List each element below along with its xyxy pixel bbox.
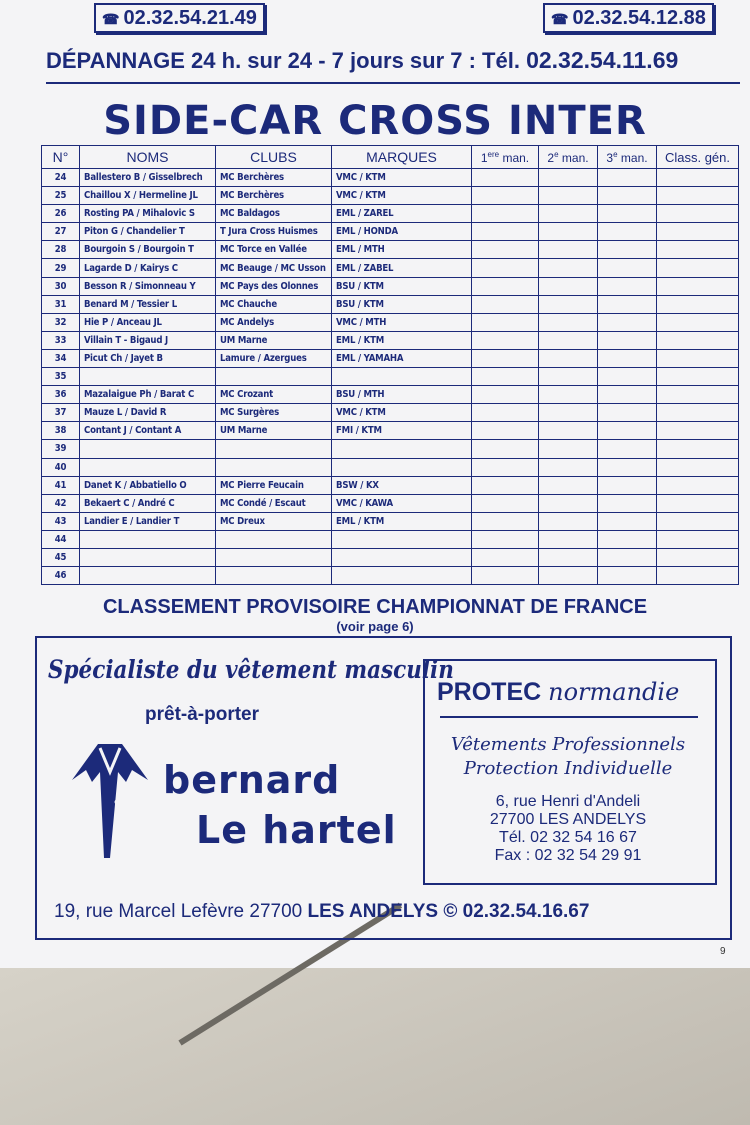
cell-man3 [598, 277, 657, 295]
cell-marques: VMC / KTM [332, 169, 472, 187]
protec-tel: Tél. 02 32 54 16 67 [499, 829, 637, 846]
address-city: LES ANDELYS [307, 901, 439, 922]
cell-class [657, 313, 739, 331]
voir-page-note: (voir page 6) [336, 619, 414, 634]
cell-clubs: MC Surgères [216, 404, 332, 422]
cell-num: 29 [42, 259, 80, 277]
col-header-noms: NOMS [80, 146, 216, 169]
cell-num: 36 [42, 386, 80, 404]
cell-clubs: MC Torce en Vallée [216, 241, 332, 259]
cell-man1 [472, 422, 539, 440]
cell-clubs [216, 530, 332, 548]
cell-marques: EML / ZABEL [332, 259, 472, 277]
cell-noms: Ballestero B / Gisselbrech [80, 169, 216, 187]
cell-man2 [539, 530, 598, 548]
table-row [42, 458, 739, 476]
table-header-row [42, 146, 739, 169]
cell-num: 27 [42, 223, 80, 241]
cell-noms: Picut Ch / Jayet B [80, 349, 216, 367]
table-row [42, 476, 739, 494]
cell-marques: EML / MTH [332, 241, 472, 259]
table-row [42, 169, 739, 187]
cell-num: 30 [42, 277, 80, 295]
cell-man1 [472, 295, 539, 313]
cell-num: 37 [42, 404, 80, 422]
cell-noms: Besson R / Simonneau Y [80, 277, 216, 295]
cell-man3 [598, 295, 657, 313]
cell-class [657, 548, 739, 566]
cell-num: 39 [42, 440, 80, 458]
cell-noms: Villain T - Bigaud J [80, 331, 216, 349]
address-street: 19, rue Marcel Lefèvre 27700 [54, 901, 303, 922]
cell-marques: EML / ZAREL [332, 205, 472, 223]
cell-man1 [472, 458, 539, 476]
man2-t: man. [558, 150, 589, 165]
cell-num: 44 [42, 530, 80, 548]
cell-clubs: UM Marne [216, 331, 332, 349]
cell-clubs [216, 440, 332, 458]
cell-num: 26 [42, 205, 80, 223]
cell-man3 [598, 548, 657, 566]
table-row [42, 567, 739, 585]
depannage-phone: 02.32.54.11.69 [526, 47, 679, 73]
table-row [42, 404, 739, 422]
cell-marques: VMC / MTH [332, 313, 472, 331]
cell-man1 [472, 169, 539, 187]
man3-n: 3 [606, 150, 614, 165]
floor-background [0, 968, 750, 1125]
protec-fax: Fax : 02 32 54 29 91 [494, 847, 642, 864]
phone-box-left [94, 3, 265, 33]
table-row [42, 548, 739, 566]
cell-class [657, 386, 739, 404]
cell-clubs: MC Crozant [216, 386, 332, 404]
depannage-text: DÉPANNAGE 24 h. sur 24 - 7 jours sur 7 : Tél. [46, 48, 520, 73]
cell-class [657, 331, 739, 349]
cell-man3 [598, 349, 657, 367]
cell-man3 [598, 404, 657, 422]
cell-clubs: MC Berchères [216, 169, 332, 187]
protec-name: PROTEC [437, 678, 542, 706]
cell-man2 [539, 567, 598, 585]
cell-clubs: MC Pays des Olonnes [216, 277, 332, 295]
cell-man2 [539, 494, 598, 512]
phone-left-number: 02.32.54.21.49 [123, 7, 257, 29]
cell-num: 43 [42, 512, 80, 530]
cell-class [657, 169, 739, 187]
cell-class [657, 368, 739, 386]
cell-man1 [472, 223, 539, 241]
cell-man1 [472, 368, 539, 386]
cell-man1 [472, 440, 539, 458]
cell-class [657, 187, 739, 205]
cell-marques [332, 530, 472, 548]
address-phone: © 02.32.54.16.67 [443, 901, 590, 922]
cell-noms: Mauze L / David R [80, 404, 216, 422]
cell-noms: Rosting PA / Mihalovic S [80, 205, 216, 223]
table-row [42, 241, 739, 259]
divider [46, 82, 740, 84]
cell-marques: BSU / MTH [332, 386, 472, 404]
cell-num: 35 [42, 368, 80, 386]
results-table [41, 145, 739, 585]
cell-clubs: MC Condé / Escaut [216, 494, 332, 512]
cell-man2 [539, 386, 598, 404]
cell-man3 [598, 494, 657, 512]
table-row [42, 386, 739, 404]
cell-man2 [539, 259, 598, 277]
cell-noms: Danet K / Abbatiello O [80, 476, 216, 494]
cell-marques [332, 458, 472, 476]
cell-man1 [472, 277, 539, 295]
table-row [42, 440, 739, 458]
table-row [42, 349, 739, 367]
cell-class [657, 259, 739, 277]
protec-name-italic: normandie [548, 678, 680, 706]
protec-street: 6, rue Henri d'Andeli [495, 793, 641, 810]
cell-man3 [598, 259, 657, 277]
cell-man1 [472, 567, 539, 585]
cell-marques: EML / HONDA [332, 223, 472, 241]
page-title: SIDE-CAR CROSS INTER [103, 98, 647, 144]
table-row [42, 205, 739, 223]
col-header-clubs: CLUBS [216, 146, 332, 169]
cell-noms: Lagarde D / Kairys C [80, 259, 216, 277]
cell-man2 [539, 169, 598, 187]
cell-noms: Contant J / Contant A [80, 422, 216, 440]
cell-class [657, 223, 739, 241]
cell-clubs: MC Beauge / MC Usson [216, 259, 332, 277]
cell-man2 [539, 476, 598, 494]
cell-num: 34 [42, 349, 80, 367]
phone-right-number: 02.32.54.12.88 [572, 7, 706, 29]
cell-marques: BSU / KTM [332, 295, 472, 313]
cell-man3 [598, 476, 657, 494]
cell-man3 [598, 223, 657, 241]
cell-class [657, 440, 739, 458]
col-header-class: Class. gén. [657, 146, 739, 169]
cell-class [657, 476, 739, 494]
cell-class [657, 422, 739, 440]
cell-man3 [598, 205, 657, 223]
cell-marques: VMC / KAWA [332, 494, 472, 512]
cell-man2 [539, 422, 598, 440]
cell-man3 [598, 187, 657, 205]
table-row [42, 187, 739, 205]
cell-class [657, 458, 739, 476]
cell-man1 [472, 476, 539, 494]
cell-clubs [216, 548, 332, 566]
cell-man3 [598, 567, 657, 585]
cell-clubs: MC Berchères [216, 187, 332, 205]
cell-man1 [472, 259, 539, 277]
cell-num: 46 [42, 567, 80, 585]
table-row [42, 259, 739, 277]
cell-man2 [539, 205, 598, 223]
table-row [42, 331, 739, 349]
cell-clubs: MC Andelys [216, 313, 332, 331]
cell-man3 [598, 422, 657, 440]
cell-marques: BSU / KTM [332, 277, 472, 295]
cell-man3 [598, 458, 657, 476]
table-row [42, 512, 739, 530]
col-header-man2 [539, 146, 598, 169]
cell-man3 [598, 331, 657, 349]
cell-man2 [539, 512, 598, 530]
cell-class [657, 241, 739, 259]
divider [440, 716, 698, 718]
col-header-man1 [472, 146, 539, 169]
cell-marques: EML / KTM [332, 512, 472, 530]
cell-marques: BSW / KX [332, 476, 472, 494]
cell-clubs [216, 458, 332, 476]
man3-t: man. [617, 150, 648, 165]
cell-noms [80, 368, 216, 386]
cell-man2 [539, 331, 598, 349]
cell-noms: Mazalaigue Ph / Barat C [80, 386, 216, 404]
cell-man3 [598, 368, 657, 386]
cell-num: 33 [42, 331, 80, 349]
cell-class [657, 530, 739, 548]
cell-class [657, 205, 739, 223]
cell-class [657, 494, 739, 512]
cell-noms: Bourgoin S / Bourgoin T [80, 241, 216, 259]
cell-marques: EML / KTM [332, 331, 472, 349]
cell-marques: EML / YAMAHA [332, 349, 472, 367]
protec-line1: Vêtements Professionnels [450, 734, 686, 755]
cell-clubs: T Jura Cross Huismes [216, 223, 332, 241]
cell-man1 [472, 187, 539, 205]
cell-man3 [598, 241, 657, 259]
cell-noms: Landier E / Landier T [80, 512, 216, 530]
brand-name-line1: bernard [163, 758, 341, 802]
cell-man2 [539, 458, 598, 476]
cell-man1 [472, 512, 539, 530]
cell-man2 [539, 187, 598, 205]
cell-num: 41 [42, 476, 80, 494]
cell-class [657, 567, 739, 585]
cell-marques [332, 548, 472, 566]
cell-marques: FMI / KTM [332, 422, 472, 440]
man3-sup: e [613, 149, 618, 159]
cell-num: 28 [42, 241, 80, 259]
cell-man3 [598, 530, 657, 548]
cell-man1 [472, 530, 539, 548]
cell-num: 45 [42, 548, 80, 566]
cell-man3 [598, 386, 657, 404]
table-row [42, 422, 739, 440]
cell-man1 [472, 349, 539, 367]
cell-noms [80, 548, 216, 566]
cell-num: 38 [42, 422, 80, 440]
cell-man2 [539, 404, 598, 422]
table-row [42, 277, 739, 295]
telephone-icon: ☎ [551, 11, 569, 27]
cell-man1 [472, 331, 539, 349]
cell-num: 32 [42, 313, 80, 331]
brand-name-line2: Le hartel [196, 808, 397, 852]
cell-man1 [472, 386, 539, 404]
cell-clubs: UM Marne [216, 422, 332, 440]
man2-sup: e [554, 149, 559, 159]
cell-noms: Hie P / Anceau JL [80, 313, 216, 331]
cell-num: 42 [42, 494, 80, 512]
cell-man3 [598, 440, 657, 458]
cell-man3 [598, 512, 657, 530]
cell-man1 [472, 205, 539, 223]
cell-marques: VMC / KTM [332, 187, 472, 205]
col-header-man3 [598, 146, 657, 169]
cell-num: 24 [42, 169, 80, 187]
cell-class [657, 512, 739, 530]
cell-class [657, 295, 739, 313]
cell-noms: Bekaert C / André C [80, 494, 216, 512]
cell-clubs: MC Pierre Feucain [216, 476, 332, 494]
cell-marques [332, 440, 472, 458]
cell-noms [80, 567, 216, 585]
cell-man1 [472, 494, 539, 512]
bernard-logo-icon [70, 742, 150, 860]
cell-clubs: MC Baldagos [216, 205, 332, 223]
telephone-icon: ☎ [102, 11, 120, 27]
cell-noms [80, 440, 216, 458]
man1-n: 1 [480, 150, 488, 165]
cell-man1 [472, 241, 539, 259]
ad-address [54, 901, 589, 923]
cell-man2 [539, 548, 598, 566]
cell-noms [80, 530, 216, 548]
cell-noms [80, 458, 216, 476]
cell-man2 [539, 295, 598, 313]
cell-class [657, 277, 739, 295]
cell-num: 40 [42, 458, 80, 476]
cell-man2 [539, 368, 598, 386]
cell-clubs [216, 368, 332, 386]
cell-man2 [539, 313, 598, 331]
cell-clubs [216, 567, 332, 585]
col-header-num: N° [42, 146, 80, 169]
classement-heading: CLASSEMENT PROVISOIRE CHAMPIONNAT DE FRANCE [102, 596, 648, 618]
cell-man2 [539, 440, 598, 458]
table-row [42, 313, 739, 331]
cell-class [657, 404, 739, 422]
cell-clubs: Lamure / Azergues [216, 349, 332, 367]
table-row [42, 223, 739, 241]
ad-pret-a-porter: prêt-à-porter [145, 704, 260, 725]
cell-num: 25 [42, 187, 80, 205]
cell-class [657, 349, 739, 367]
protec-line2: Protection Individuelle [463, 758, 673, 779]
cell-marques [332, 567, 472, 585]
phone-box-right [543, 3, 714, 33]
table-row [42, 295, 739, 313]
cell-noms: Benard M / Tessier L [80, 295, 216, 313]
cell-man2 [539, 277, 598, 295]
table-row [42, 368, 739, 386]
page-number: 9 [720, 946, 726, 957]
cell-man1 [472, 313, 539, 331]
protec-title [437, 678, 679, 707]
cell-marques: VMC / KTM [332, 404, 472, 422]
man1-sup: ere [487, 149, 500, 159]
cell-man2 [539, 241, 598, 259]
table-row [42, 530, 739, 548]
depannage-line [46, 47, 678, 74]
cell-man1 [472, 404, 539, 422]
cell-man2 [539, 223, 598, 241]
cell-clubs: MC Chauche [216, 295, 332, 313]
cell-man3 [598, 313, 657, 331]
cell-man2 [539, 349, 598, 367]
cell-man1 [472, 548, 539, 566]
ad-specialiste: Spécialiste du vêtement masculin [48, 655, 454, 684]
cell-num: 31 [42, 295, 80, 313]
col-header-marques: MARQUES [332, 146, 472, 169]
table-row [42, 494, 739, 512]
cell-man3 [598, 169, 657, 187]
man2-n: 2 [547, 150, 555, 165]
cell-noms: Piton G / Chandelier T [80, 223, 216, 241]
cell-clubs: MC Dreux [216, 512, 332, 530]
protec-city: 27700 LES ANDELYS [489, 811, 647, 828]
cell-noms: Chaillou X / Hermeline JL [80, 187, 216, 205]
man1-t: man. [499, 150, 530, 165]
cell-marques [332, 368, 472, 386]
